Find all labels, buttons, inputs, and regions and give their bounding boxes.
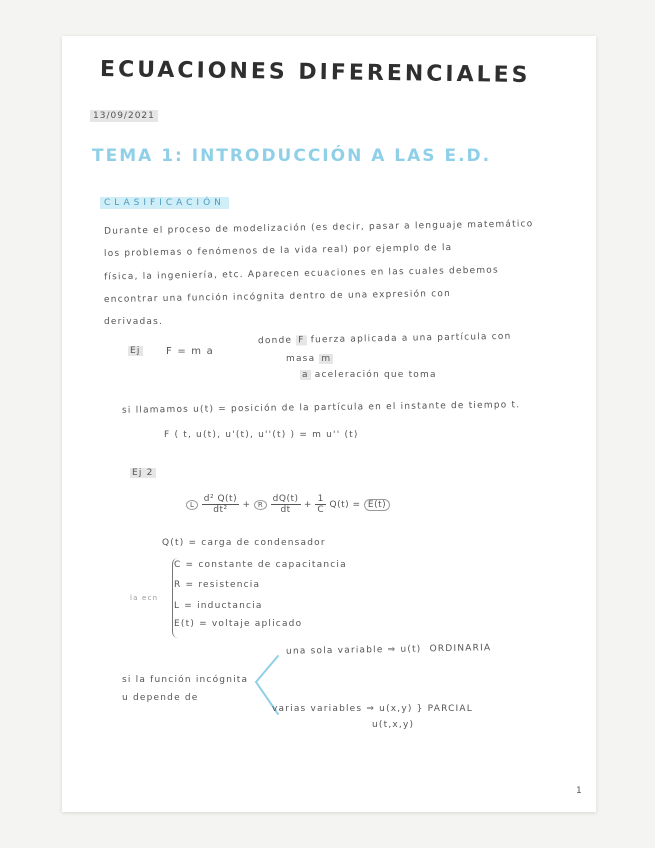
condition-line: u depende de xyxy=(122,693,199,703)
example-label: Ej xyxy=(130,346,141,356)
example-2-label: Ej 2 xyxy=(132,468,154,478)
newton-formula: F = m a xyxy=(166,346,214,357)
circuit-equation: L $\frac{\text{d² Q(t)}}{\text{dt²}}$ + R $\frac{dQ(t)}{dt}$ + $\frac{1}{C}$ Q(t) = E(t) xyxy=(186,494,390,515)
motion-equation: F ( t, u(t), u'(t), u''(t) ) = m u'' (t) xyxy=(164,430,359,440)
intro-line: los problemas o fenómenos de la vida real) por ejemplo de la xyxy=(103,242,453,260)
definition-R: R = resistencia xyxy=(174,580,261,590)
definition-L: L = inductancia xyxy=(174,601,263,611)
intro-line: encontrar una función incógnita dentro de una expresión con xyxy=(103,288,452,306)
definition-E: E(t) = voltaje aplicado xyxy=(174,619,303,629)
definition-C: C = constante de capacitancia xyxy=(174,560,347,570)
date-stamp: 13/09/2021 xyxy=(90,110,158,122)
definition-F: donde F fuerza aplicada a una partícula con xyxy=(257,331,512,347)
side-note: la ecn xyxy=(130,594,159,602)
intro-line: Durante el proceso de modelización (es decir, pasar a lenguaje matemático xyxy=(103,219,534,237)
ordinary-case: una sola variable ⇒ u(t) ORDINARIA xyxy=(285,643,492,657)
page-title: ECUACIONES DIFERENCIALES xyxy=(99,56,531,89)
partial-case-second: u(t,x,y) xyxy=(372,720,415,730)
position-definition: si llamamos u(t) = posición de la partícula en el instante de tiempo t. xyxy=(121,400,521,416)
intro-line: física, la ingeniería, etc. Aparecen ecuaciones en las cuales debemos xyxy=(103,265,499,283)
section-heading: CLASIFICACIÓN xyxy=(100,197,229,209)
condition-line: si la función incógnita xyxy=(122,675,249,685)
definition-m: masa m xyxy=(286,354,332,364)
intro-line: derivadas. xyxy=(104,317,164,327)
partial-case: varias variables ⇒ u(x,y) } PARCIAL xyxy=(272,704,473,714)
definition-a: a aceleración que toma xyxy=(302,370,437,380)
charge-definition: Q(t) = carga de condensador xyxy=(162,538,326,548)
topic-heading: TEMA 1: INTRODUCCIÓN A LAS E.D. xyxy=(92,146,492,166)
page-number: 1 xyxy=(576,786,583,796)
